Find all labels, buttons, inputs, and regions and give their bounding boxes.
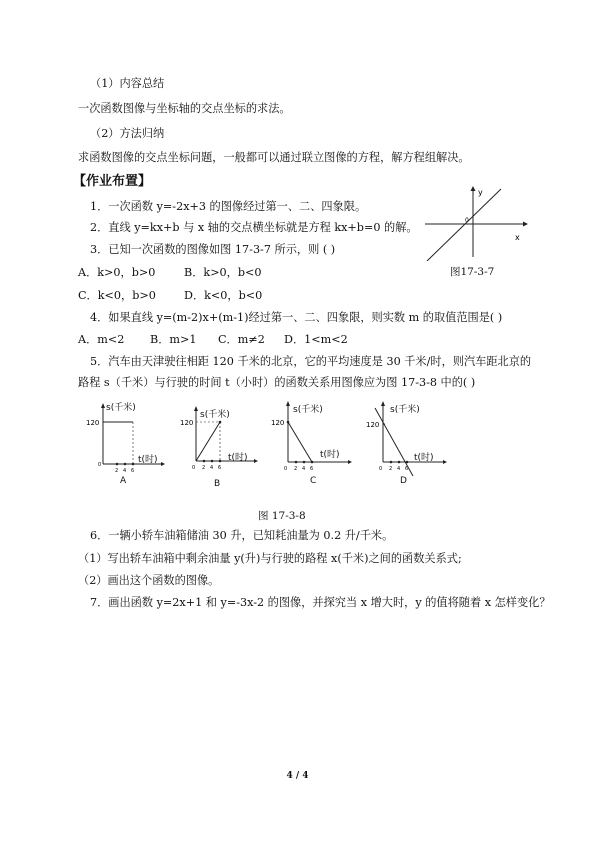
x-axis-arrow-icon: [523, 222, 528, 227]
question-3: 3．已知一次函数的图像如图 17-3-7 所示，则 ( ): [90, 243, 336, 256]
question-7: 7．画出函数 y=2x+1 和 y=-3x-2 的图像，并探究当 x 增大时，y 的值将随着 x 怎样变化？: [90, 596, 551, 609]
x-tick-label: 4: [302, 466, 306, 472]
origin-label: 0: [465, 217, 469, 224]
y-axis-label: y: [478, 188, 483, 197]
question-4-option-d: D．1<m<2: [284, 333, 348, 346]
question-6: 6．一辆小轿车油箱储油 30 升，已知耗油量为 0.2 升/千米。: [90, 529, 394, 542]
content-summary-label: （1）内容总结: [90, 77, 165, 90]
question-6-part-1: （1）写出轿车油箱中剩余油量 y(升)与行驶的路程 x(千米)之间的函数关系式;: [78, 552, 462, 565]
tick-dot: [124, 463, 127, 466]
t-axis-label: t(时): [320, 450, 340, 460]
tick-dot: [390, 461, 393, 464]
s-axis-label: s(千米): [293, 405, 323, 415]
endpoint-dot: [219, 421, 222, 424]
question-3-option-a: A．k>0，b>0: [78, 266, 156, 279]
tick-dot: [219, 460, 222, 463]
figure-17-3-8-caption: 图 17-3-8: [258, 510, 306, 522]
method-summary-label: （2）方法归纳: [90, 127, 165, 140]
tick-dot: [303, 461, 306, 464]
s-axis-arrow-icon: [194, 406, 198, 411]
s-axis-label: s(千米): [200, 410, 230, 420]
x-tick-label: 6: [218, 465, 222, 471]
y-tick-label: 120: [180, 419, 194, 427]
tick-dot: [398, 461, 401, 464]
panel-label-a: A: [120, 476, 127, 486]
tick-dot: [295, 461, 298, 464]
question-6-part-2: （2）画出这个函数的图像。: [78, 574, 220, 587]
question-3-option-c: C．k<0，b>0: [78, 289, 156, 302]
tick-dot: [311, 461, 314, 464]
x-axis-label: x: [515, 233, 520, 242]
question-5-line-1: 5．汽车由天津驶往相距 120 千米的北京，它的平均速度是 30 千米/时，则汽车距北京的: [90, 355, 532, 368]
x-tick-label: 4: [397, 466, 401, 472]
t-axis-label: t(时): [414, 453, 434, 463]
tick-dot: [132, 463, 135, 466]
question-4: 4．如果直线 y=(m-2)x+(m-1)经过第一、二、四象限，则实数 m 的取值范围是( ): [90, 311, 503, 324]
t-axis-arrow-icon: [254, 459, 258, 463]
x-tick-label: 2: [115, 468, 119, 474]
x-tick-label: 6: [405, 466, 409, 472]
x-tick-label: 4: [123, 468, 127, 474]
question-3-option-b: B．k>0，b<0: [184, 266, 262, 279]
question-1: 1．一次函数 y=-2x+3 的图像经过第一、二、四象限。: [90, 200, 367, 213]
graph-line: [196, 422, 220, 461]
graph-line: [288, 422, 312, 462]
tick-dot: [116, 463, 119, 466]
t-axis-label: t(时): [138, 455, 158, 465]
t-axis-label: t(时): [228, 453, 248, 463]
content-summary-text: 一次函数图像与坐标轴的交点坐标的求法。: [78, 102, 291, 115]
figure-17-3-7: [425, 183, 535, 261]
y-axis-arrow-icon: [471, 186, 476, 191]
panel-label-d: D: [400, 476, 407, 486]
endpoint-dot: [287, 421, 290, 424]
s-axis-arrow-icon: [101, 403, 105, 408]
x-tick-label: 2: [202, 465, 206, 471]
tick-dot: [211, 460, 214, 463]
x-tick-label: 6: [310, 466, 314, 472]
tick-dot: [406, 461, 409, 464]
x-tick-label: 2: [389, 466, 393, 472]
y-tick-label: 120: [271, 419, 285, 427]
s-axis-arrow-icon: [286, 401, 290, 406]
panel-label-c: C: [310, 476, 317, 486]
method-summary-text: 求函数图像的交点坐标问题，一般都可以通过联立图像的方程，解方程组解决。: [78, 151, 470, 164]
origin-label: 0: [98, 462, 102, 468]
origin-label: 0: [379, 466, 383, 472]
question-5-line-2: 路程 s（千米）与行驶的时间 t（小时）的函数关系用图像应为图 17-3-8 中的( ): [78, 376, 476, 389]
t-axis-arrow-icon: [161, 462, 165, 466]
function-line: [427, 189, 501, 261]
question-4-option-a: A．m<2: [78, 333, 125, 346]
x-tick-label: 2: [294, 466, 298, 472]
tick-dot: [203, 460, 206, 463]
x-tick-label: 4: [210, 465, 214, 471]
figure-17-3-7-caption: 图17-3-7: [450, 266, 495, 278]
panel-label-b: B: [214, 479, 221, 489]
y-tick-label: 120: [86, 419, 100, 427]
t-axis-arrow-icon: [348, 460, 352, 464]
question-4-option-c: C．m≠2: [218, 333, 265, 346]
t-axis-arrow-icon: [443, 460, 447, 464]
question-3-option-d: D．k<0，b<0: [184, 289, 263, 302]
origin-label: 0: [284, 466, 288, 472]
s-axis-arrow-icon: [381, 401, 385, 406]
x-tick-label: 6: [131, 468, 135, 474]
s-axis-label: s(千米): [106, 403, 136, 413]
homework-heading: 【作业布置】: [73, 174, 152, 189]
page-number: 4 / 4: [286, 771, 309, 781]
y-tick-label: 120: [366, 421, 380, 429]
s-axis-label: s(千米): [390, 405, 420, 415]
question-2: 2．直线 y=kx+b 与 x 轴的交点横坐标就是方程 kx+b=0 的解。: [90, 221, 418, 234]
question-4-option-b: B．m>1: [150, 333, 197, 346]
origin-label: 0: [192, 465, 196, 471]
